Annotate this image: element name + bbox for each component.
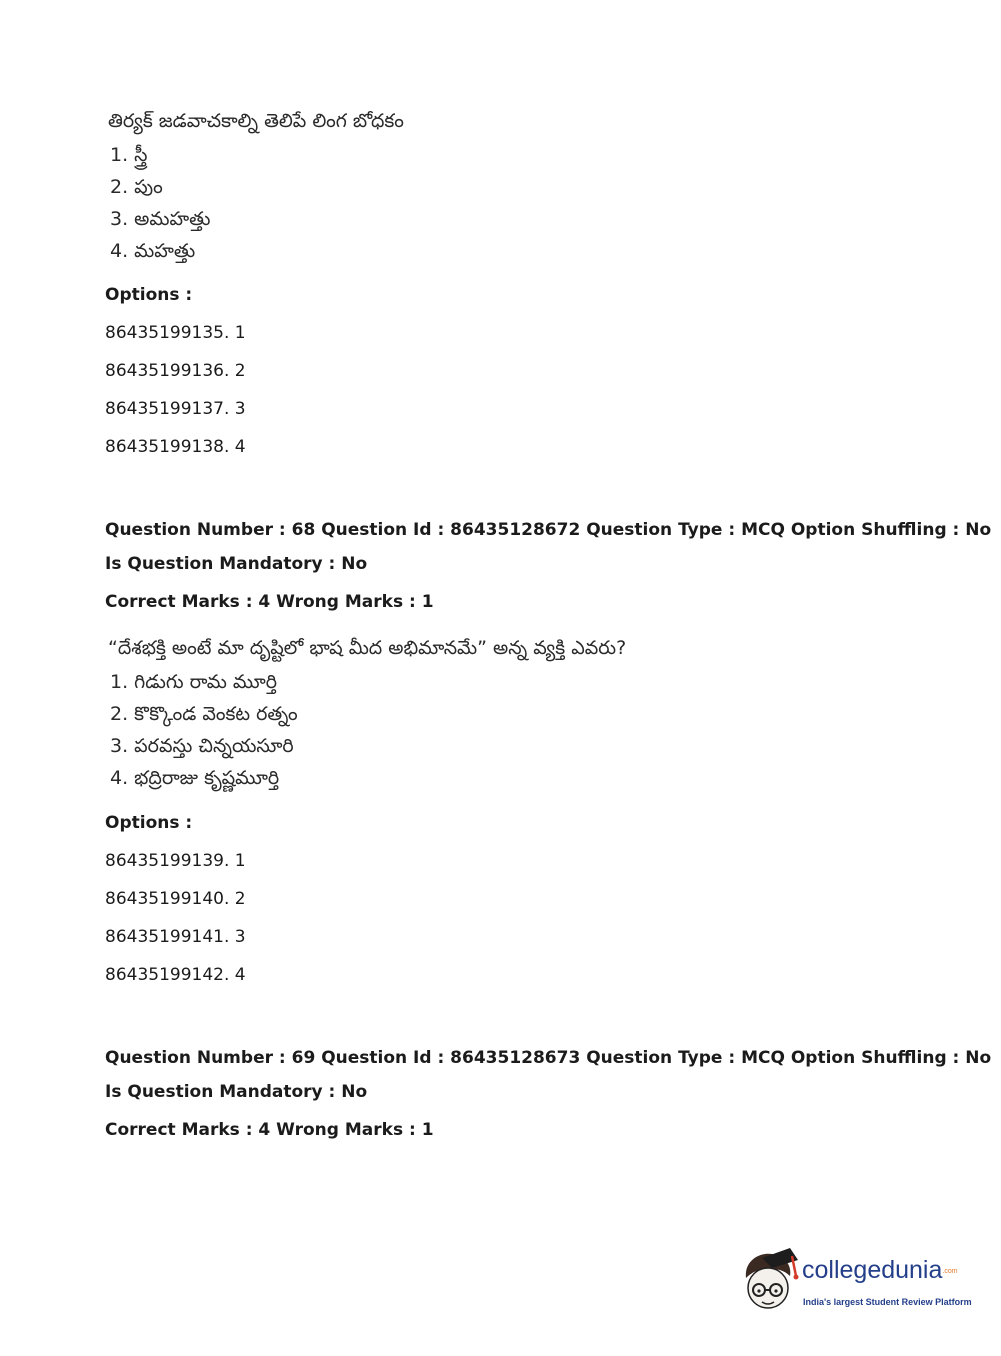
question-header: Question Number : 69 Question Id : 86435128673 Question Type : MCQ Option Shuffling : No — [105, 1048, 992, 1068]
option-id: 86435199142. 4 — [105, 965, 246, 985]
logo-name: collegedunia — [802, 1256, 943, 1284]
choice-1: 1. గిడుగు రామ మూర్తి — [110, 671, 277, 693]
option-id: 86435199138. 4 — [105, 437, 246, 457]
option-id: 86435199141. 3 — [105, 927, 246, 947]
options-label: Options : — [105, 813, 193, 833]
options-label: Options : — [105, 285, 193, 305]
choice-1: 1. స్త్రీ — [110, 144, 148, 166]
mascot-icon — [740, 1248, 800, 1316]
option-id: 86435199139. 1 — [105, 851, 246, 871]
question-text: తిర్యక్ జడవాచకాల్ని తెలిపే లింగ బోధకం — [108, 110, 404, 132]
marks-label: Correct Marks : 4 Wrong Marks : 1 — [105, 592, 434, 612]
option-id: 86435199136. 2 — [105, 361, 246, 381]
choice-4: 4. మహత్తు — [110, 240, 196, 262]
collegedunia-logo — [740, 1248, 970, 1316]
choice-3: 3. అమహత్తు — [110, 208, 211, 230]
option-id: 86435199140. 2 — [105, 889, 246, 909]
mandatory-label: Is Question Mandatory : No — [105, 554, 368, 574]
choice-4: 4. భద్రిరాజు కృష్ణమూర్తి — [110, 767, 280, 789]
option-id: 86435199135. 1 — [105, 323, 246, 343]
question-text: “దేశభక్తి అంటే మా దృష్టిలో భాష మీద అభిమానమే” అన్న వ్యక్తి ఎవరు? — [108, 637, 627, 659]
choice-2: 2. పుం — [110, 176, 163, 198]
choice-2: 2. కొక్కొండ వెంకట రత్నం — [110, 703, 298, 725]
marks-label: Correct Marks : 4 Wrong Marks : 1 — [105, 1120, 434, 1140]
question-header: Question Number : 68 Question Id : 86435128672 Question Type : MCQ Option Shuffling : No — [105, 520, 992, 540]
logo-tagline: India's largest Student Review Platform — [803, 1297, 972, 1307]
choice-3: 3. పరవస్తు చిన్నయసూరి — [110, 735, 294, 757]
logo-suffix: .com — [942, 1267, 958, 1275]
mandatory-label: Is Question Mandatory : No — [105, 1082, 368, 1102]
option-id: 86435199137. 3 — [105, 399, 246, 419]
